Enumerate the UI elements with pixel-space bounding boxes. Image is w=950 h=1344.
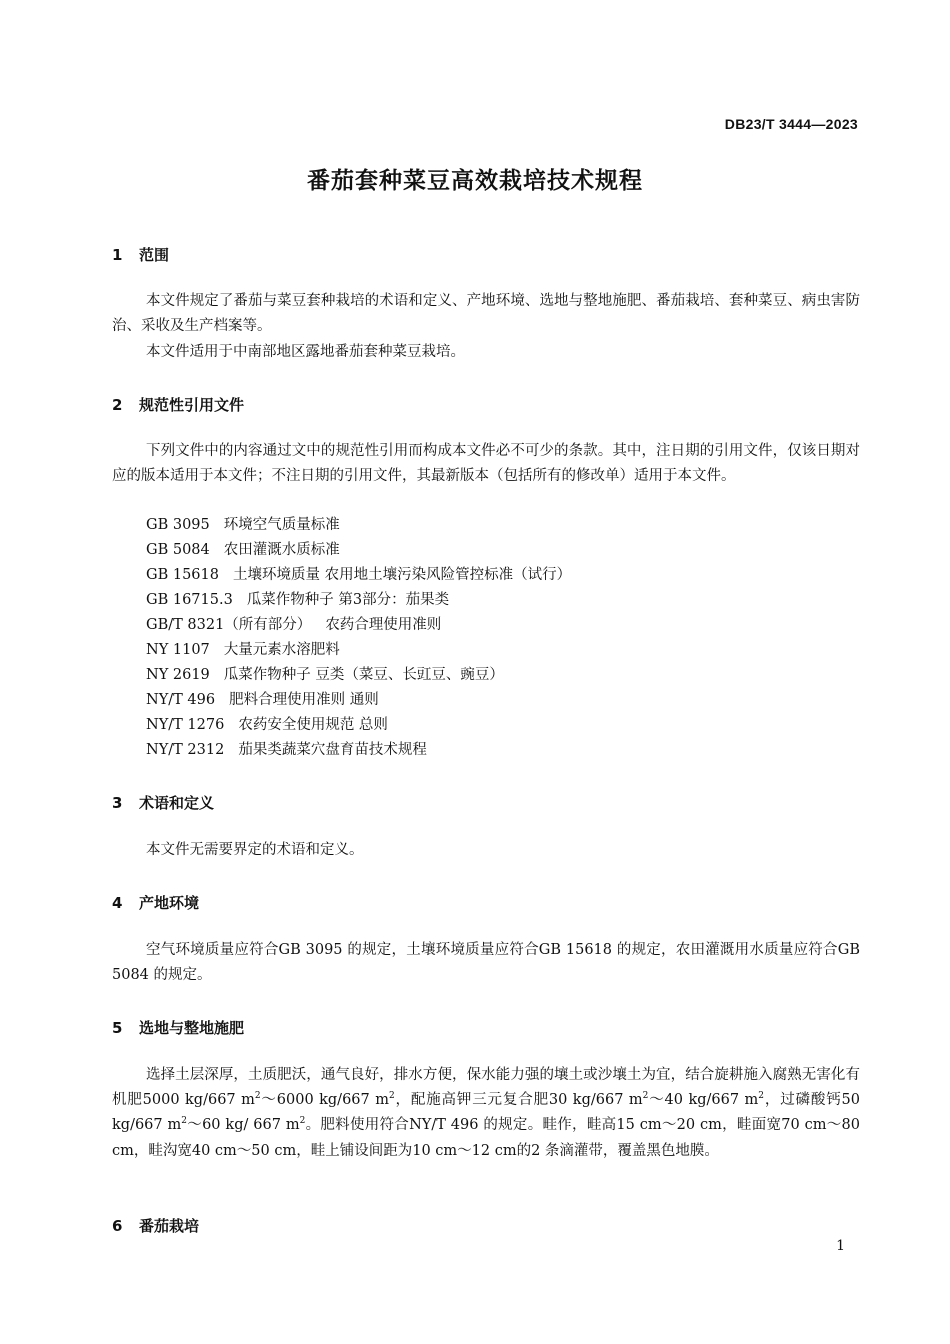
section-title: 规范性引用文件: [139, 396, 245, 414]
section-title: 选地与整地施肥: [139, 1019, 245, 1037]
document-title: 番茄套种菜豆高效栽培技术规程: [307, 168, 643, 194]
section-4-paragraph-1: 空气环境质量应符合GB 3095 的规定，土壤环境质量应符合GB 15618 的规定，农田灌溉用水质量应符合GB 5084 的规定。: [112, 942, 860, 984]
reference-name: 瓜菜作物种子 第3部分：茄果类: [246, 592, 450, 608]
section-number: 4: [112, 894, 123, 912]
section-number: 1: [112, 246, 123, 264]
section-4-heading: [112, 892, 199, 913]
section-5-heading: [112, 1017, 244, 1038]
reference-name: 茄果类蔬菜穴盘育苗技术规程: [238, 742, 427, 758]
reference-item: [146, 563, 571, 588]
superscript: 2: [642, 1091, 649, 1102]
section-3-paragraph-1: 本文件无需要界定的术语和定义。: [146, 842, 364, 858]
reference-item: [146, 588, 571, 613]
page-number: 1: [836, 1238, 845, 1254]
superscript: 2: [299, 1116, 306, 1127]
text-run: ～6000 kg/667 m: [260, 1092, 389, 1109]
reference-code: GB 16715.3: [146, 592, 233, 608]
section-number: 6: [112, 1217, 123, 1235]
section-5-paragraph-1: [112, 1063, 860, 1164]
reference-code: NY 2619: [146, 667, 210, 683]
section-1-paragraph-1: 本文件规定了番茄与菜豆套种栽培的术语和定义、产地环境、选地与整地施肥、番茄栽培、套种菜豆、病虫害防治、采收及生产档案等。: [112, 293, 860, 335]
reference-item: [146, 638, 571, 663]
text-run: 。肥料使用符合NY/T 496 的规定。畦作，畦高15 cm～20 cm，畦面宽70 cm～80 cm，畦沟宽40 cm～50 cm，畦上铺设间距为10 cm～12 cm的2 条滴灌带，覆盖黑色地膜。: [112, 1117, 860, 1159]
section-number: 2: [112, 396, 123, 414]
reference-code: GB 3095: [146, 517, 210, 533]
section-title: 番茄栽培: [139, 1217, 200, 1235]
reference-item: [146, 713, 571, 738]
reference-name: 农田灌溉水质标准: [223, 542, 340, 558]
section-2-paragraph-1: 下列文件中的内容通过文中的规范性引用而构成本文件必不可少的条款。其中，注日期的引用文件，仅该日期对应的版本适用于本文件；不注日期的引用文件，其最新版本（包括所有的修改单）适用于本文件。: [112, 443, 860, 485]
section-title: 范围: [139, 246, 170, 264]
text-run: ～40 kg/667 m: [648, 1092, 759, 1109]
reference-name: 农药安全使用规范 总则: [238, 717, 388, 733]
text-run: ，过磷酸钙50 kg/667 m: [112, 1092, 860, 1134]
normative-references-list: [146, 513, 571, 763]
reference-code: NY/T 496: [146, 692, 216, 708]
document-code: DB23/T 3444—2023: [724, 116, 858, 132]
reference-code: NY/T 1276: [146, 717, 225, 733]
reference-code: GB 5084: [146, 542, 210, 558]
reference-code: NY/T 2312: [146, 742, 225, 758]
reference-name: 肥料合理使用准则 通则: [229, 692, 379, 708]
reference-name: 大量元素水溶肥料: [223, 642, 340, 658]
section-2-heading: [112, 394, 244, 415]
superscript: 2: [181, 1116, 188, 1127]
section-1-paragraph-2: 本文件适用于中南部地区露地番茄套种菜豆栽培。: [146, 344, 465, 360]
reference-item: [146, 663, 571, 688]
reference-code: NY 1107: [146, 642, 210, 658]
reference-name: 环境空气质量标准: [223, 517, 340, 533]
text-run: ，配施高钾三元复合肥30 kg/667 m: [394, 1092, 643, 1109]
section-title: 术语和定义: [139, 794, 215, 812]
reference-name: 土壤环境质量 农用地土壤污染风险管控标准（试行）: [232, 567, 572, 583]
section-number: 3: [112, 794, 123, 812]
superscript: 2: [758, 1091, 765, 1102]
superscript: 2: [388, 1091, 395, 1102]
reference-name: 瓜菜作物种子 豆类（菜豆、长豇豆、豌豆）: [223, 667, 504, 683]
superscript: 2: [254, 1091, 261, 1102]
reference-code: GB/T 8321（所有部分）: [146, 617, 312, 633]
section-1-heading: [112, 244, 169, 265]
reference-item: [146, 688, 571, 713]
section-3-heading: [112, 792, 214, 813]
text-run: 选择土层深厚，土质肥沃，通气良好，排水方便，保水能力强的壤土或沙壤土为宜，结合旋耕施入腐熟无害化有机肥5000 kg/667 m: [112, 1067, 860, 1109]
reference-name: 农药合理使用准则: [325, 617, 442, 633]
section-title: 产地环境: [139, 894, 200, 912]
reference-item: [146, 513, 571, 538]
text-run: ～60 kg/ 667 m: [187, 1117, 300, 1134]
section-6-heading: [112, 1215, 199, 1236]
reference-code: GB 15618: [146, 567, 219, 583]
section-number: 5: [112, 1019, 123, 1037]
reference-item: [146, 613, 571, 638]
reference-item: [146, 538, 571, 563]
reference-item: [146, 738, 571, 763]
